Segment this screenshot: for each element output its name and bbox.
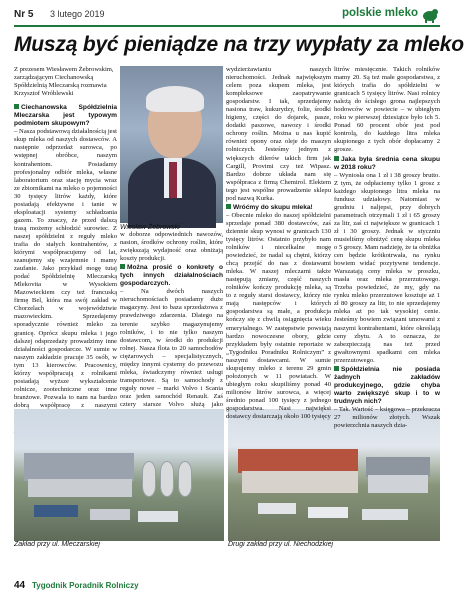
intro-text: Z prezesem Wiesławem Żebrowskim, zarządzającym Ciechanowską Spółdzielnią Mleczarską rozmawia Krzysztof Wróblewski bbox=[14, 66, 114, 98]
answer-paragraph: – Nasza podstawową działalnością jest skup mleka od naszych dostawców. A następnie odprzedaż surowca, po wstępnej obróbce, naszym kontrahentom. Posiadamy profesjonalny odbiór mleka, własne laboratorium oraz stację mycia wraz ze zbiornikami na mleko o pojemności 30 tysięcy litrów każdy, które posiadają efektywne i tanie w eksploatacji systemy schładzania gazem. To znaczy, że przed dalszą trasą możemy schłodzić surowiec. Z naszej spółdzielni z reguły mleko trafia do stałych kontrahentów, z którymi współpracujemy od lat, szanujemy się wzajemnie i mamy zaufanie. Jako przykład mogę tutaj podać Spółdzielnię Mleczarską Mlekovita w Wysokiem Mazowieckiem czy też francuską firmę Bel, która ma swój zakład w Chorzelach w województwie mazowieckim. Sprzedajemy sporadycznie również mleko za granicę. Oprócz skupu mleka i jego dalszej odsprzedaży prowadzimy inne działalności gospodarcze. W sumie w naszym zakładzie pracuje 35 osób, w tym 13 kierowców. Pracownicy, którzy współpracują z rolnikami posiadają wyższe wykształcenie rolnicze, zootechniczne oraz inne branżowe. Pozwala to nam na bardzo dobrą współpracę z naszymi bbox=[14, 128, 117, 409]
dairy-plant-photo-left bbox=[14, 409, 224, 541]
question-heading: Jaka była średnia cena skupu w 2018 roku? bbox=[334, 155, 440, 171]
warehouse-roof bbox=[238, 449, 358, 473]
warehouse-wall bbox=[28, 479, 132, 497]
portrait-caption: Wiesław Żebrowski bbox=[120, 224, 180, 231]
question-heading: Ciechanowska Spółdzielnia Mleczarska jest typowym podmiotem skupowym? bbox=[14, 104, 117, 128]
answer-paragraph: w doborze odpowiednich nawozów, nasion, środków ochrony roślin, które zwiększają wydajność oraz obniżają koszty produkcji. bbox=[120, 231, 223, 263]
warehouse-wall bbox=[242, 471, 358, 493]
column-3-visible bbox=[226, 66, 331, 421]
bullet-square-icon bbox=[334, 156, 339, 161]
bullet-square-icon bbox=[120, 264, 125, 269]
answer-paragraph: wydzierżawianiu naszych nieruchomości. Jednak największym celem poza skupem mleka, jest kompleksowe zaopatrywanie gospodarstw. I tak, sprzedajemy nasiona traw, kukurydzy, folie, środki higieny, części do dojarek, pasze, dodatki paszowe, nawozy i środki ochrony roślin. Można u nas kupić również opony oraz oleje do maszyn rolniczych. Jesteśmy jednym z większych dilerów takich firm jak Cargill, Provimi czy też Wipasz. Bardzo dobrze układa nam się współpraca z firmą Chemirol. Elektem tego jest wspólne prowadzenie sklepu pod nazwą Kurka. bbox=[226, 66, 331, 202]
warehouse-roof bbox=[24, 453, 134, 481]
answer-paragraph: – Tak. Wartość – księgowa – przekracza 27 milionów złotych. Wszak powierzchnia naszych dzia- bbox=[334, 405, 440, 430]
header-divider bbox=[14, 25, 440, 27]
page-number: 44 bbox=[14, 580, 26, 591]
bullet-square-icon bbox=[14, 104, 19, 109]
warehouse-wall bbox=[368, 475, 428, 493]
article-title: Muszą być pieniądze na trzy wypłaty za mleko bbox=[14, 33, 464, 56]
question-heading: Wróćmy do skupu mleka! bbox=[226, 204, 331, 212]
bullet-square-icon bbox=[334, 366, 339, 371]
answer-paragraph: – Obecnie mleko do naszej spółdzielni sprzedaje ponad 380 dostawców, zaś dziennie skup wynosi w granicach 130 tysięcy litrów. Ostatnio przybyło nam rolników i niecelkalne mogę powiedzieć, że nadal są chętni, którzy chcą przejść do nas z dostawami mleka. W naszej mleczarni także następują zmiany, część naszych rolników kończy produkcję mleka, są to z reguły starsi dostawcy, którzy nie mają następców i których gospodarstwa są małe, a produkcja kończy się z chwilą osiągnięcia wieku emerytalnego. W zastępstwie powstają bardzo nowoczesne obory, gdzie przykładem były ostatnie reportaże w „Tygodniku Poradniku Rolniczym” z naszymi dostawcami. W sumie skupujemy mleko z terenu 29 gmin położonych w 11 powiatach. W ubiegłym roku skupiliśmy ponad 40 milionów litrów surowca, a więcej średnio ponad 100 tysięcy z jednego gospodarstwa. Nasi najwięksi dostawcy dostarczają około 100 tysięcy bbox=[226, 211, 331, 421]
bullet-square-icon bbox=[226, 204, 231, 209]
column-2 bbox=[120, 231, 223, 406]
cow-logo-icon bbox=[420, 4, 440, 24]
milk-truck bbox=[308, 507, 348, 518]
column-1 bbox=[14, 66, 117, 409]
section-brand: polskie mleko bbox=[341, 7, 418, 19]
milk-truck bbox=[138, 511, 178, 522]
photo-caption-left: Zakład przy ul. Mleczarskiej bbox=[14, 541, 100, 548]
page-header bbox=[14, 4, 440, 26]
portrait-tie bbox=[169, 162, 177, 198]
photo-caption-right: Drugi zakład przy ul. Niechodzkiej bbox=[228, 541, 334, 548]
milk-tank bbox=[178, 461, 192, 497]
magazine-name: Tygodnik Poradnik Rolniczy bbox=[32, 581, 139, 590]
milk-truck bbox=[258, 503, 296, 514]
issue-number: Nr 5 bbox=[14, 9, 34, 20]
portrait-photo bbox=[120, 66, 223, 223]
milk-truck bbox=[362, 509, 408, 520]
issue-date: 3 lutego 2019 bbox=[50, 9, 105, 19]
warehouse-roof bbox=[366, 457, 430, 477]
question-heading: Spółdzielnia nie posiada żadnych zakładów produkcyjnego, gdzie chyba warto zwiększyć skup i to w trudnych nich? bbox=[334, 365, 440, 405]
portrait-hair bbox=[146, 86, 204, 112]
milk-tank bbox=[160, 461, 174, 497]
answer-paragraph: – Na dwóch naszych nieruchomościach posiadamy duże magazyny. Jest to baza sprzedażowa z prawdziwego zdarzenia. Dlatego na terenie szybko magazynujemy rolników, i to nie tylko naszym dostawcom, w środki do produkcji rolnej. Nasza flota to 20 samochodów ciężarowych – specjalistycznych, między innymi cysterny do przewozu mleka, świadczymy również usługi transportowe. Są to samochody z reguły nowe – marki Volvo i Scania oraz jeden samochód Renault. Zaś cztery starsze Volvo służą jako bbox=[120, 288, 223, 408]
milk-truck bbox=[34, 505, 78, 517]
question-heading: Można prosić o konkrety o tych innych działalnościach gospodarczych. bbox=[120, 264, 223, 288]
column-4-real bbox=[334, 66, 440, 430]
page-footer bbox=[14, 580, 440, 592]
milk-tank bbox=[142, 461, 156, 497]
answer-paragraph: litrów miesięcznie. Takich rolników mamy 20. Są też małe gospodarstwa, z których trafia do spółdzielni w granicach 5 tysięcy litrów. Nasi rolnicy należą do ścisłego grona najlepszych hodowców w powiecie – w ubiegłym roku w pierwszej dziesiątce było ich 5. Ponad 60 procent obór jest pod kontrolą, do każdego litra mleka skupionego z tych obór dopłacamy 2 grosze. bbox=[334, 66, 440, 154]
milk-truck bbox=[90, 509, 130, 520]
answer-paragraph: – Wyniosła ona 1 zł i 38 groszy brutto. Z tym, że odpłaciemy tylko 1 grosz z każdego skupionego litra mleka na fundusz udziałowy. Natomiast w grudniu i naljepsi, przy dobrych parametrach otrzymali 1 zł i 65 groszy za litr, zaś ci największe w granicach 1 zł i 30 groszy. Jednak w styczniu musieliśmy obniżyć cenę skupu mleka o 5 groszy. Mam nadzieję, że ta obniżka cen będzie krótkotrwała, na rynku bowiem widać pozytywne tendencje. Warszatają ceny mleka w proszku, masła oraz mleka przerzutowego. Trzeba powiedzieć, że my, gdy na rynku mleko przerzutowe kosztuje aż 1 zł 80 groszy za litr, to nie sprzedajemy mleka aż po tak wysokiej cenie. Jesteśmy bowiem związani umowami z naszymi kontrahentami, które określają ceny zbytu. A to oznacza, że zabezpieczają nas też przed gwałtownymi spadkami cen mleka przerzutowego. bbox=[334, 171, 440, 364]
